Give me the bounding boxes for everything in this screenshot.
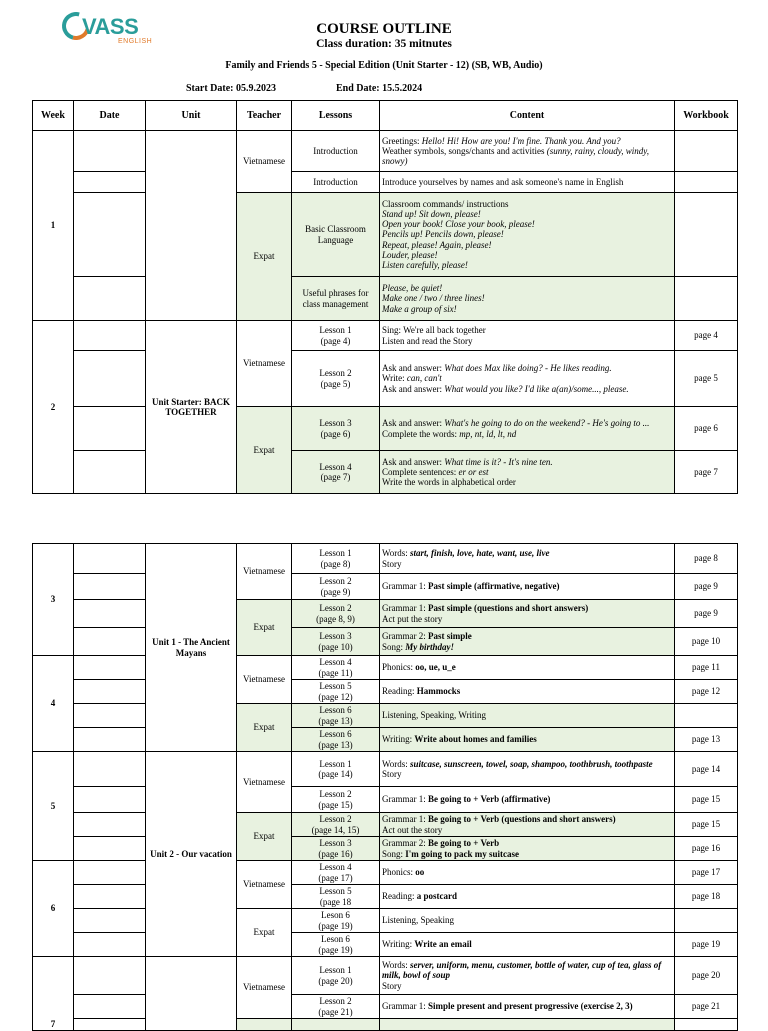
table-header-row	[33, 101, 738, 131]
col-week: Week	[33, 101, 74, 131]
content-text: Words:	[382, 758, 411, 769]
content-text: Story	[382, 980, 402, 991]
content-text: Story	[382, 769, 402, 779]
lesson-page: (page 4)	[320, 335, 351, 346]
lesson-label: Leson 6	[321, 910, 350, 921]
lesson-cell	[292, 957, 380, 995]
page-title: COURSE OUTLINE	[316, 21, 452, 37]
lesson-cell	[292, 728, 380, 752]
table-row	[33, 193, 738, 277]
content-text: mp, nt, ld, lt, nd	[459, 428, 517, 439]
date-cell	[74, 321, 146, 351]
content-text: start, finish, love, hate, want, use, live	[410, 548, 550, 559]
lesson-page: (page 14, 15)	[311, 824, 360, 835]
col-teacher: Teacher	[237, 101, 292, 131]
lesson-cell: Useful phrases for class management	[292, 277, 380, 321]
content-text: My birthday!	[405, 641, 455, 652]
content-cell	[380, 1019, 675, 1031]
content-text: What would you like? I'd like a(an)/some..., please.	[444, 383, 629, 394]
table-row	[33, 752, 738, 787]
date-cell	[74, 995, 146, 1019]
date-cell	[74, 407, 146, 451]
lesson-label: Lesson 3	[319, 838, 352, 849]
lesson-cell	[292, 451, 380, 494]
date-cell	[74, 787, 146, 813]
teacher-cell: Expat	[237, 407, 292, 494]
week-cell: 3	[33, 544, 74, 656]
lesson-label: Lesson 1	[319, 548, 352, 559]
content-text: Be going to + Verb	[427, 838, 500, 849]
workbook-cell: page 21	[675, 995, 738, 1019]
lesson-cell	[292, 885, 380, 909]
content-cell	[380, 957, 675, 995]
col-workbook: Workbook	[675, 101, 738, 131]
table-row	[33, 909, 738, 933]
lesson-cell	[292, 656, 380, 680]
content-cell	[380, 544, 675, 574]
date-cell	[74, 728, 146, 752]
lesson-cell	[292, 813, 380, 837]
workbook-cell: page 18	[675, 885, 738, 909]
content-cell	[380, 193, 675, 277]
content-text: suitcase, sunscreen, towel, soap, shampoo, toothbrush, toothpaste	[410, 758, 653, 769]
content-cell	[380, 600, 675, 628]
lesson-page: (page 16)	[318, 848, 353, 859]
content-text: Write:	[382, 373, 407, 384]
date-cell	[74, 957, 146, 995]
lesson-page: (page 6)	[320, 428, 351, 439]
lesson-page: (page 13)	[318, 739, 353, 750]
lesson-label: Lesson 2	[319, 814, 352, 825]
workbook-cell	[675, 909, 738, 933]
table-row	[33, 933, 738, 957]
content-text: Writing:	[382, 734, 415, 745]
lesson-label: Lesson 6	[319, 705, 352, 716]
date-cell	[74, 680, 146, 704]
content-text: Past simple (affirmative, negative)	[427, 581, 560, 592]
content-text: I'm going to pack my suitcase	[405, 848, 520, 859]
content-text: Repeat, please! Again, please!	[382, 239, 492, 250]
lesson-cell: Introduction	[292, 131, 380, 172]
date-cell	[74, 933, 146, 957]
table-row	[33, 1019, 738, 1031]
content-cell	[380, 885, 675, 909]
table-row	[33, 277, 738, 321]
date-cell	[74, 813, 146, 837]
table-row	[33, 995, 738, 1019]
content-text: Greetings:	[382, 135, 422, 146]
lesson-label: Lesson 1	[319, 758, 352, 769]
lesson-label: Lesson 6	[319, 729, 352, 740]
lesson-cell	[292, 933, 380, 957]
content-cell	[380, 752, 675, 787]
lesson-page: (page 15)	[318, 799, 353, 810]
class-duration: Class duration: 35 mitnutes	[316, 38, 452, 50]
content-text: Song:	[382, 848, 406, 859]
unit-cell	[146, 131, 237, 321]
table-row	[33, 885, 738, 909]
workbook-cell: page 17	[675, 861, 738, 885]
content-cell	[380, 861, 675, 885]
date-cell	[74, 656, 146, 680]
content-cell	[380, 656, 675, 680]
content-cell	[380, 277, 675, 321]
date-cell	[74, 628, 146, 656]
date-cell	[74, 351, 146, 407]
workbook-cell: page 15	[675, 813, 738, 837]
week-cell: 1	[33, 131, 74, 321]
content-text: Please, be quiet!	[382, 283, 443, 294]
content-cell	[380, 995, 675, 1019]
teacher-cell: Vietnamese	[237, 131, 292, 193]
lesson-page: (page 5)	[320, 378, 351, 389]
workbook-cell: page 8	[675, 544, 738, 574]
content-text: Write about homes and families	[414, 734, 537, 745]
content-text: Grammar 1:	[382, 814, 428, 825]
content-text: a postcard	[416, 891, 457, 902]
date-cell	[74, 885, 146, 909]
content-text: Be going to + Verb (affirmative)	[427, 794, 551, 805]
lesson-page: (page 12)	[318, 691, 353, 702]
teacher-cell	[237, 1019, 292, 1031]
lesson-cell	[292, 837, 380, 861]
content-text: er or est	[458, 466, 489, 477]
content-text: server, uniform, menu, customer, bottle of water, cup of tea, glass of milk, bowl of soup	[382, 960, 662, 981]
table-row	[33, 600, 738, 628]
content-text: Ask and answer:	[382, 418, 445, 429]
table-row	[33, 574, 738, 600]
date-cell	[74, 600, 146, 628]
content-cell	[380, 837, 675, 861]
table-row	[33, 837, 738, 861]
col-lessons: Lessons	[292, 101, 380, 131]
teacher-cell: Expat	[237, 193, 292, 321]
workbook-cell	[675, 1019, 738, 1031]
lesson-page: (page 17)	[318, 872, 353, 883]
col-unit: Unit	[146, 101, 237, 131]
content-text: Make one / two / three lines!	[382, 293, 485, 304]
table-row	[33, 544, 738, 574]
lesson-cell	[292, 909, 380, 933]
workbook-cell: page 11	[675, 656, 738, 680]
workbook-cell	[675, 172, 738, 193]
week-cell: 5	[33, 752, 74, 861]
lesson-cell	[292, 752, 380, 787]
content-text: What does Max like doing? - He likes reading.	[444, 363, 612, 374]
table-row	[33, 131, 738, 172]
lesson-cell: Basic Classroom Language	[292, 193, 380, 277]
table-row	[33, 628, 738, 656]
content-text: Phonics:	[382, 867, 416, 878]
lesson-cell	[292, 787, 380, 813]
table-row	[33, 957, 738, 995]
content-cell	[380, 813, 675, 837]
teacher-cell: Vietnamese	[237, 656, 292, 704]
workbook-cell: page 12	[675, 680, 738, 704]
unit-cell: Unit Starter: BACK TOGETHER	[146, 321, 237, 494]
workbook-cell: page 5	[675, 351, 738, 407]
teacher-cell: Vietnamese	[237, 544, 292, 600]
content-text: What's he going to do on the weekend? - He's going to ...	[444, 418, 650, 429]
outline-table-1	[32, 100, 738, 494]
content-text: Weather symbols, songs/chants and activities	[382, 145, 547, 156]
content-text: Words:	[382, 960, 411, 971]
lesson-cell	[292, 600, 380, 628]
lesson-label: Lesson 2	[319, 368, 352, 379]
content-text: Ask and answer:	[382, 383, 445, 394]
lesson-page: (page 20)	[318, 975, 353, 986]
content-text: Be going to + Verb (questions and short answers)	[427, 814, 616, 825]
lesson-label: Lesson 2	[319, 996, 352, 1007]
content-text: Act out the story	[382, 824, 443, 835]
content-text: Listen carefully, please!	[382, 259, 468, 270]
teacher-cell: Expat	[237, 909, 292, 957]
teacher-cell: Expat	[237, 704, 292, 752]
start-date: Start Date: 05.9.2023	[186, 83, 276, 94]
unit-cell: Unit 2 - Our vacation	[146, 752, 237, 957]
date-cell	[74, 544, 146, 574]
content-cell	[380, 407, 675, 451]
content-text: Writing:	[382, 939, 415, 950]
content-text: Pencils up! Pencils down, please!	[382, 229, 504, 240]
content-text: Past simple	[427, 631, 472, 642]
workbook-cell	[675, 277, 738, 321]
content-cell	[380, 351, 675, 407]
content-cell	[380, 628, 675, 656]
content-text: Ask and answer:	[382, 456, 445, 467]
workbook-cell: page 14	[675, 752, 738, 787]
content-text: Words:	[382, 548, 411, 559]
lesson-cell	[292, 574, 380, 600]
lesson-label: Lesson 5	[319, 681, 352, 692]
workbook-cell: page 20	[675, 957, 738, 995]
table-row	[33, 351, 738, 407]
lesson-cell	[292, 1019, 380, 1031]
lesson-page: (page 9)	[320, 586, 351, 597]
lesson-page: (page 21)	[318, 1006, 353, 1017]
table-row	[33, 813, 738, 837]
content-text: Act put the story	[382, 613, 443, 624]
table-row	[33, 704, 738, 728]
workbook-cell: page 15	[675, 787, 738, 813]
lesson-page: (page 8)	[320, 558, 351, 569]
lesson-cell	[292, 680, 380, 704]
workbook-cell: page 10	[675, 628, 738, 656]
lesson-label: Lesson 2	[319, 789, 352, 800]
content-text: Simple present and present progressive (exercise 2, 3)	[427, 1001, 633, 1012]
logo-subtitle: ENGLISH	[118, 38, 153, 45]
lesson-cell	[292, 628, 380, 656]
content-text: Reading:	[382, 686, 417, 697]
content-text: oo	[415, 867, 425, 878]
content-text: oo, ue, u_e	[415, 662, 456, 673]
workbook-cell	[675, 704, 738, 728]
workbook-cell: page 19	[675, 933, 738, 957]
content-cell: Listening, Speaking, Writing	[380, 704, 675, 728]
table-row	[33, 451, 738, 494]
table-row	[33, 787, 738, 813]
content-text: Hammocks	[416, 686, 461, 697]
col-date: Date	[74, 101, 146, 131]
workbook-cell	[675, 131, 738, 172]
content-text: Make a group of six!	[382, 303, 457, 314]
teacher-cell: Vietnamese	[237, 957, 292, 1019]
date-cell	[74, 131, 146, 172]
lesson-page: (page 8, 9)	[316, 613, 355, 624]
workbook-cell: page 6	[675, 407, 738, 451]
workbook-cell: page 4	[675, 321, 738, 351]
content-text: Reading:	[382, 891, 417, 902]
content-cell	[380, 321, 675, 351]
lesson-cell	[292, 351, 380, 407]
content-text: Listen and read the Story	[382, 335, 473, 346]
date-cell	[74, 172, 146, 193]
lesson-label: Lesson 3	[319, 418, 352, 429]
content-text: Grammar 2:	[382, 631, 428, 642]
content-text: Stand up! Sit down, please!	[382, 209, 481, 220]
content-text: Classroom commands/ instructions	[382, 199, 509, 210]
content-text: Grammar 1:	[382, 603, 428, 614]
content-cell	[380, 131, 675, 172]
date-cell	[74, 193, 146, 277]
lesson-cell	[292, 704, 380, 728]
content-text: Write the words in alphabetical order	[382, 477, 516, 488]
content-text: Open your book! Close your book, please!	[382, 219, 535, 230]
lesson-label: Lesson 3	[319, 631, 352, 642]
content-text: Song:	[382, 641, 406, 652]
content-text: Phonics:	[382, 662, 416, 673]
content-cell	[380, 574, 675, 600]
lesson-label: Lesson 1	[319, 325, 352, 336]
teacher-cell: Expat	[237, 600, 292, 656]
lesson-cell	[292, 321, 380, 351]
week-cell: 7	[33, 957, 74, 1031]
content-cell	[380, 680, 675, 704]
content-cell	[380, 787, 675, 813]
table-row	[33, 172, 738, 193]
workbook-cell: page 9	[675, 574, 738, 600]
content-text: Complete the words:	[382, 428, 460, 439]
content-text: Grammar 1:	[382, 1001, 428, 1012]
lesson-page: (page 11)	[318, 667, 353, 678]
week-cell: 4	[33, 656, 74, 752]
outline-table-2	[32, 543, 738, 1031]
lesson-page: (page 10)	[318, 641, 353, 652]
content-cell	[380, 933, 675, 957]
lesson-label: Lesson 4	[319, 657, 352, 668]
lesson-page: (page 19)	[318, 944, 353, 955]
date-cell	[74, 909, 146, 933]
col-content: Content	[380, 101, 675, 131]
workbook-cell: page 13	[675, 728, 738, 752]
lesson-label: Lesson 5	[319, 886, 352, 897]
lesson-label: Leson 6	[321, 934, 350, 945]
week-cell: 2	[33, 321, 74, 494]
content-text: Grammar 1:	[382, 794, 428, 805]
lesson-label: Lesson 4	[319, 461, 352, 472]
workbook-cell	[675, 193, 738, 277]
unit-cell: Unit 1 - The Ancient Mayans	[146, 544, 237, 752]
content-text: Past simple (questions and short answers)	[427, 603, 589, 614]
logo-word: VASS	[82, 14, 139, 39]
date-cell	[74, 277, 146, 321]
content-cell	[380, 451, 675, 494]
content-text: (sunny, rainy, cloudy, windy, snowy)	[382, 145, 649, 167]
content-text: Hello! Hi! How are you! I'm fine. Thank you. And you?	[421, 135, 621, 146]
content-text: Grammar 2:	[382, 838, 428, 849]
table-row	[33, 728, 738, 752]
table-row	[33, 861, 738, 885]
date-cell	[74, 704, 146, 728]
date-cell	[74, 451, 146, 494]
workbook-cell: page 9	[675, 600, 738, 628]
content-text: Sing: We're all back together	[382, 325, 486, 336]
date-cell	[74, 1019, 146, 1031]
content-text: Louder, please!	[382, 249, 438, 260]
content-cell: Listening, Speaking	[380, 909, 675, 933]
content-text: Ask and answer:	[382, 363, 445, 374]
content-cell: Introduce yourselves by names and ask someone's name in English	[380, 172, 675, 193]
lesson-cell	[292, 544, 380, 574]
unit-cell	[146, 957, 237, 1031]
table-row	[33, 321, 738, 351]
lesson-page: (page 18	[319, 896, 352, 907]
workbook-cell: page 7	[675, 451, 738, 494]
content-text: Write an email	[414, 939, 472, 950]
week-cell: 6	[33, 861, 74, 957]
book-title: Family and Friends 5 - Special Edition (Unit Starter - 12) (SB, WB, Audio)	[225, 60, 543, 71]
teacher-cell: Expat	[237, 813, 292, 861]
date-cell	[74, 752, 146, 787]
date-cell	[74, 574, 146, 600]
table-row	[33, 407, 738, 451]
lesson-label: Lesson 4	[319, 862, 352, 873]
lesson-cell: Introduction	[292, 172, 380, 193]
teacher-cell: Vietnamese	[237, 321, 292, 407]
table-row	[33, 680, 738, 704]
lesson-label: Lesson 2	[319, 576, 352, 587]
lesson-cell	[292, 995, 380, 1019]
content-text: Grammar 1:	[382, 581, 428, 592]
lesson-page: (page 7)	[320, 472, 351, 482]
content-text: What time is it? - It's nine ten.	[444, 456, 553, 467]
end-date: End Date: 15.5.2024	[336, 83, 423, 94]
workbook-cell: page 16	[675, 837, 738, 861]
date-cell	[74, 837, 146, 861]
content-text: can, can't	[406, 373, 442, 384]
lesson-cell	[292, 407, 380, 451]
date-cell	[74, 861, 146, 885]
lesson-cell	[292, 861, 380, 885]
teacher-cell: Vietnamese	[237, 752, 292, 813]
lesson-page: (page 19)	[318, 920, 353, 931]
content-cell	[380, 728, 675, 752]
lesson-label: Lesson 2	[319, 603, 352, 614]
content-text: Story	[382, 558, 402, 569]
lesson-label: Lesson 1	[319, 965, 352, 976]
lesson-page: (page 13)	[318, 715, 353, 726]
teacher-cell: Vietnamese	[237, 861, 292, 909]
lesson-page: (page 14)	[318, 769, 353, 779]
table-row	[33, 656, 738, 680]
content-text: Complete sentences:	[382, 466, 459, 477]
